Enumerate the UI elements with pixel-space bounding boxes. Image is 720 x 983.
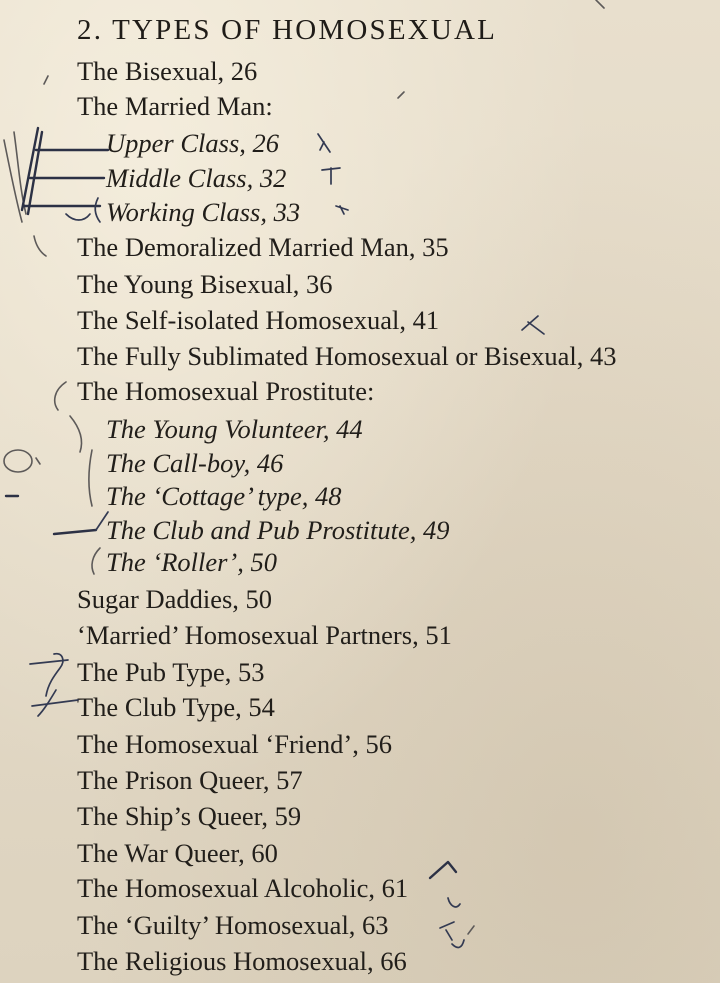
pencil-mark: [468, 926, 474, 934]
contents-subentry: The Call-boy, 46: [106, 448, 284, 478]
ink-correction: [430, 862, 456, 878]
contents-entry: The Religious Homosexual, 66: [77, 946, 407, 976]
contents-subentry: The ‘Cottage’ type, 48: [106, 481, 342, 511]
contents-subentry: Working Class, 33: [106, 197, 301, 227]
pencil-mark: [14, 132, 26, 214]
pencil-bracket: [55, 382, 66, 410]
contents-subentry: Middle Class, 32: [106, 163, 287, 193]
pencil-mark: [44, 76, 48, 84]
contents-subentry: Upper Class, 26: [106, 128, 280, 158]
contents-entry: Sugar Daddies, 50: [77, 584, 273, 614]
pencil-mark: [398, 92, 404, 98]
pencil-mark: [34, 236, 46, 256]
pencil-bracket: [70, 416, 82, 452]
ink-correction: [452, 940, 464, 947]
pencil-mark: [596, 0, 604, 8]
ink-dash: [54, 530, 96, 534]
pencil-circle: [4, 450, 32, 472]
contents-entry: The Bisexual, 26: [77, 56, 258, 86]
contents-entry: The Homosexual Prostitute:: [77, 376, 375, 406]
pencil-mark: [36, 458, 40, 464]
tick-mark: [322, 168, 340, 184]
tick-mark: [336, 206, 348, 214]
contents-entry: The Homosexual Alcoholic, 61: [77, 873, 409, 903]
ink-bracket: [30, 654, 78, 716]
tick-mark: [318, 134, 330, 152]
contents-entry: The Young Bisexual, 36: [77, 269, 333, 299]
contents-entry: The Prison Queer, 57: [77, 765, 303, 795]
section-heading: 2. TYPES OF HOMOSEXUAL: [77, 14, 498, 46]
contents-entry: The Self-isolated Homosexual, 41: [77, 305, 440, 335]
ink-bracket: [22, 128, 108, 222]
pencil-bracket: [92, 548, 100, 574]
contents-entry: ‘Married’ Homosexual Partners, 51: [77, 620, 452, 650]
contents-entry: The Ship’s Queer, 59: [77, 801, 302, 831]
contents-entry: The Demoralized Married Man, 35: [77, 232, 449, 262]
contents-subentry: The Young Volunteer, 44: [106, 414, 363, 444]
pencil-bracket: [89, 450, 92, 506]
contents-entry: The Married Man:: [77, 91, 273, 121]
contents-subentry: The Club and Pub Prostitute, 49: [106, 515, 450, 545]
contents-entry: The Homosexual ‘Friend’, 56: [77, 729, 392, 759]
contents-subentry: The ‘Roller’, 50: [106, 547, 277, 577]
ink-correction: [448, 898, 460, 907]
contents-entry: The Club Type, 54: [77, 692, 275, 722]
contents-entry: The War Queer, 60: [77, 838, 278, 868]
ink-correction: [440, 922, 454, 940]
tick-mark: [522, 316, 544, 334]
contents-entry: The Pub Type, 53: [77, 657, 265, 687]
pencil-mark: [4, 140, 22, 222]
contents-entry: The Fully Sublimated Homosexual or Bisexual, 43: [77, 341, 617, 371]
contents-entry: The ‘Guilty’ Homosexual, 63: [77, 910, 389, 940]
